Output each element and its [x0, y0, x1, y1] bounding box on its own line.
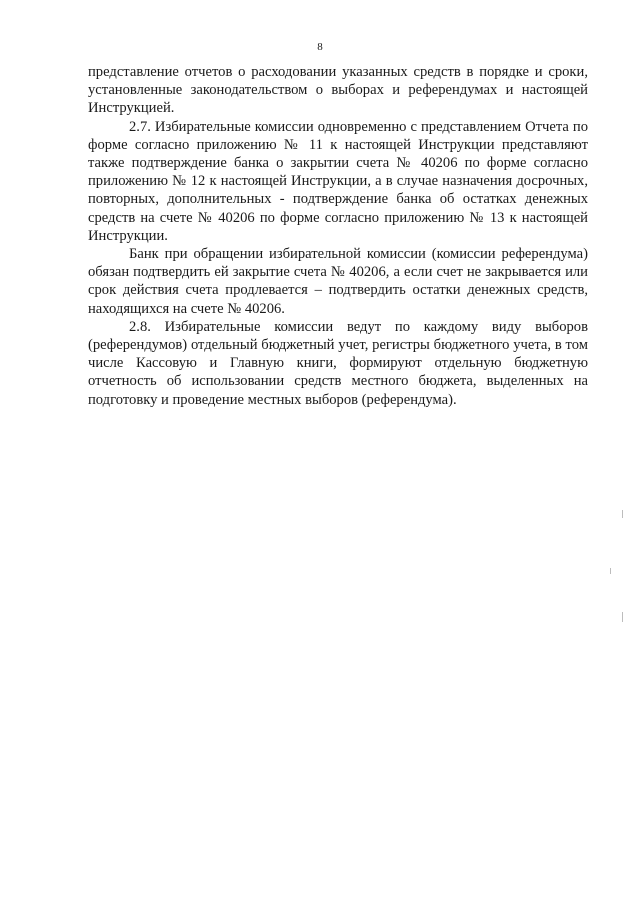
scan-edge-mark: [622, 510, 623, 518]
paragraph-continuation: представление отчетов о расходовании указанных средств в порядке и сроки, установленные законодательством о выборах и референдумах и настоящей Инструкцией.: [88, 64, 588, 117]
paragraph-item-2-7: 2.7. Избирательные комиссии одновременно с представлением Отчета по форме согласно приложению № 11 к настоящей Инструкции представляют также подтверждение банка о закрытии счета № 40206 по форме согласно приложению № 12 к настоящей Инструкции, а в случае назначения досрочных, повторных, дополнительных - подтверждение банка об остатках денежных средств на счете № 40206 по форме согласно приложению № 13 к настоящей Инструкции.: [88, 118, 588, 244]
scan-edge-mark: [610, 568, 611, 574]
scan-edge-mark: [622, 612, 623, 622]
paragraph-item-2-8: 2.8. Избирательные комиссии ведут по каждому виду выборов (референдумов) отдельный бюджетный учет, регистры бюджетного учета, в том числе Кассовую и Главную книги, формируют отдельную бюджетную отчетность об использовании средств местного бюджета, выделенных на подготовку и проведение местных выборов (референдума).: [88, 318, 588, 408]
paragraph-bank-duty: Банк при обращении избирательной комиссии (комиссии референдума) обязан подтвердить ей закрытие счета № 40206, а если счет не закрывается или срок действия счета продлевается – подтвердить остатки денежных средств, находящихся на счете № 40206.: [88, 246, 588, 317]
body-text: [88, 63, 588, 409]
page-number: 8: [317, 41, 323, 53]
